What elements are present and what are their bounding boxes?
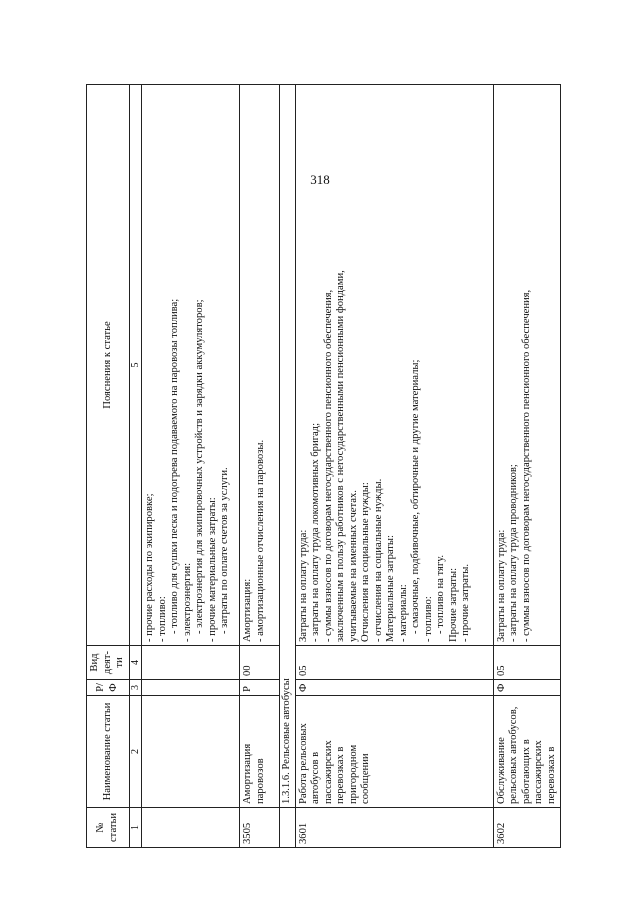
cell-empty	[142, 808, 240, 848]
cell-empty	[142, 696, 240, 808]
explanation-line: Материальные затраты:	[385, 535, 397, 642]
explanation-line: - отчисления на социальные нужды.	[372, 478, 384, 642]
header-article-number: № статьи	[87, 808, 130, 848]
explanation-line: - электроэнергия для экипировочных устройств и зарядки аккумуляторов;	[194, 299, 206, 634]
page-number: 318	[310, 172, 330, 187]
article-number: 3505	[240, 808, 280, 848]
rf-value: Ф	[493, 680, 561, 696]
activity-type: 00	[240, 646, 280, 680]
cost-items-table	[86, 84, 561, 848]
header-activity-type: Вид деят-ти	[87, 646, 130, 680]
explanation-line: заключенным в пользу работников с негосударственными пенсионными фондами,	[335, 270, 347, 642]
explanation-line: - суммы взносов по договорам негосударственного пенсионного обеспечения,	[322, 289, 334, 642]
explanation-line: Амортизация:	[242, 578, 254, 642]
explanation-line: - прочие расходы по экипировке;	[144, 493, 156, 642]
article-name: Обслуживание рельсовых автобусов, работающих в пассажирских перевозках в	[493, 696, 561, 808]
explanation-line: - затраты на оплату труда локомотивных бригад;	[310, 422, 322, 642]
column-number: 5	[129, 85, 142, 646]
cell-empty	[142, 680, 240, 696]
article-name: Работа рельсовых автобусов в пассажирских перевозках в пригородном сообщении	[295, 696, 493, 808]
rf-value: Ф	[295, 680, 493, 696]
explanation-line: Затраты на оплату труда:	[495, 529, 507, 642]
explanation-line: учитываемые на именных счетах.	[347, 490, 359, 642]
table-row-continuation	[142, 85, 240, 848]
section-row	[280, 85, 296, 848]
header-explanations: Пояснения к статье	[87, 85, 130, 646]
explanation-line: - суммы взносов по договорам негосударственного пенсионного обеспечения,	[520, 289, 532, 642]
rf-value: Р	[240, 680, 280, 696]
activity-type: 05	[295, 646, 493, 680]
column-numbers-row	[129, 85, 142, 848]
explanation-line: - материалы:	[397, 584, 409, 642]
explanation-cell	[295, 85, 493, 646]
header-rf: Р/ Ф	[87, 680, 130, 696]
rotated-table-container	[86, 84, 557, 848]
explanation-cell	[142, 85, 240, 646]
header-row	[87, 85, 130, 848]
article-number: 3602	[493, 808, 561, 848]
cell-empty	[280, 808, 296, 848]
table-row	[295, 85, 493, 848]
table-row	[493, 85, 561, 848]
explanation-cell	[240, 85, 280, 646]
cell-empty	[142, 646, 240, 680]
explanation-line: - затраты на оплату труда проводников;	[508, 464, 520, 642]
explanation-cell	[493, 85, 561, 646]
explanation-line: - топливо на тягу.	[435, 554, 447, 634]
explanation-line: - топливо для сушки песка и подогрева подаваемого на паровозы топлива;	[169, 298, 181, 634]
section-title: 1.3.1.6. Рельсовые автобусы	[280, 85, 296, 808]
column-number: 2	[129, 696, 142, 808]
explanation-line: - амортизационные отчисления на паровозы.	[254, 439, 266, 642]
article-number: 3601	[295, 808, 493, 848]
activity-type: 05	[493, 646, 561, 680]
explanation-line: - прочие затраты.	[460, 563, 472, 642]
explanation-line: - топливо:	[156, 596, 168, 642]
article-name: Амортизация паровозов	[240, 696, 280, 808]
explanation-line: - прочие материальные затраты:	[206, 497, 218, 642]
explanation-line: - электроэнергия:	[181, 562, 193, 642]
explanation-line: Прочие затраты:	[447, 567, 459, 642]
explanation-line: - смазочные, подбивочные, обтирочные и другие материалы;	[410, 359, 422, 634]
explanation-line: Затраты на оплату труда:	[297, 529, 309, 642]
table-row	[240, 85, 280, 848]
header-article-name: Наименование статьи	[87, 696, 130, 808]
explanation-line: - затраты по оплате счетов за услуги.	[219, 467, 231, 634]
explanation-line: - топливо:	[422, 596, 434, 642]
column-number: 4	[129, 646, 142, 680]
explanation-line: Отчисления на социальные нужды:	[360, 482, 372, 642]
column-number: 1	[129, 808, 142, 848]
column-number: 3	[129, 680, 142, 696]
